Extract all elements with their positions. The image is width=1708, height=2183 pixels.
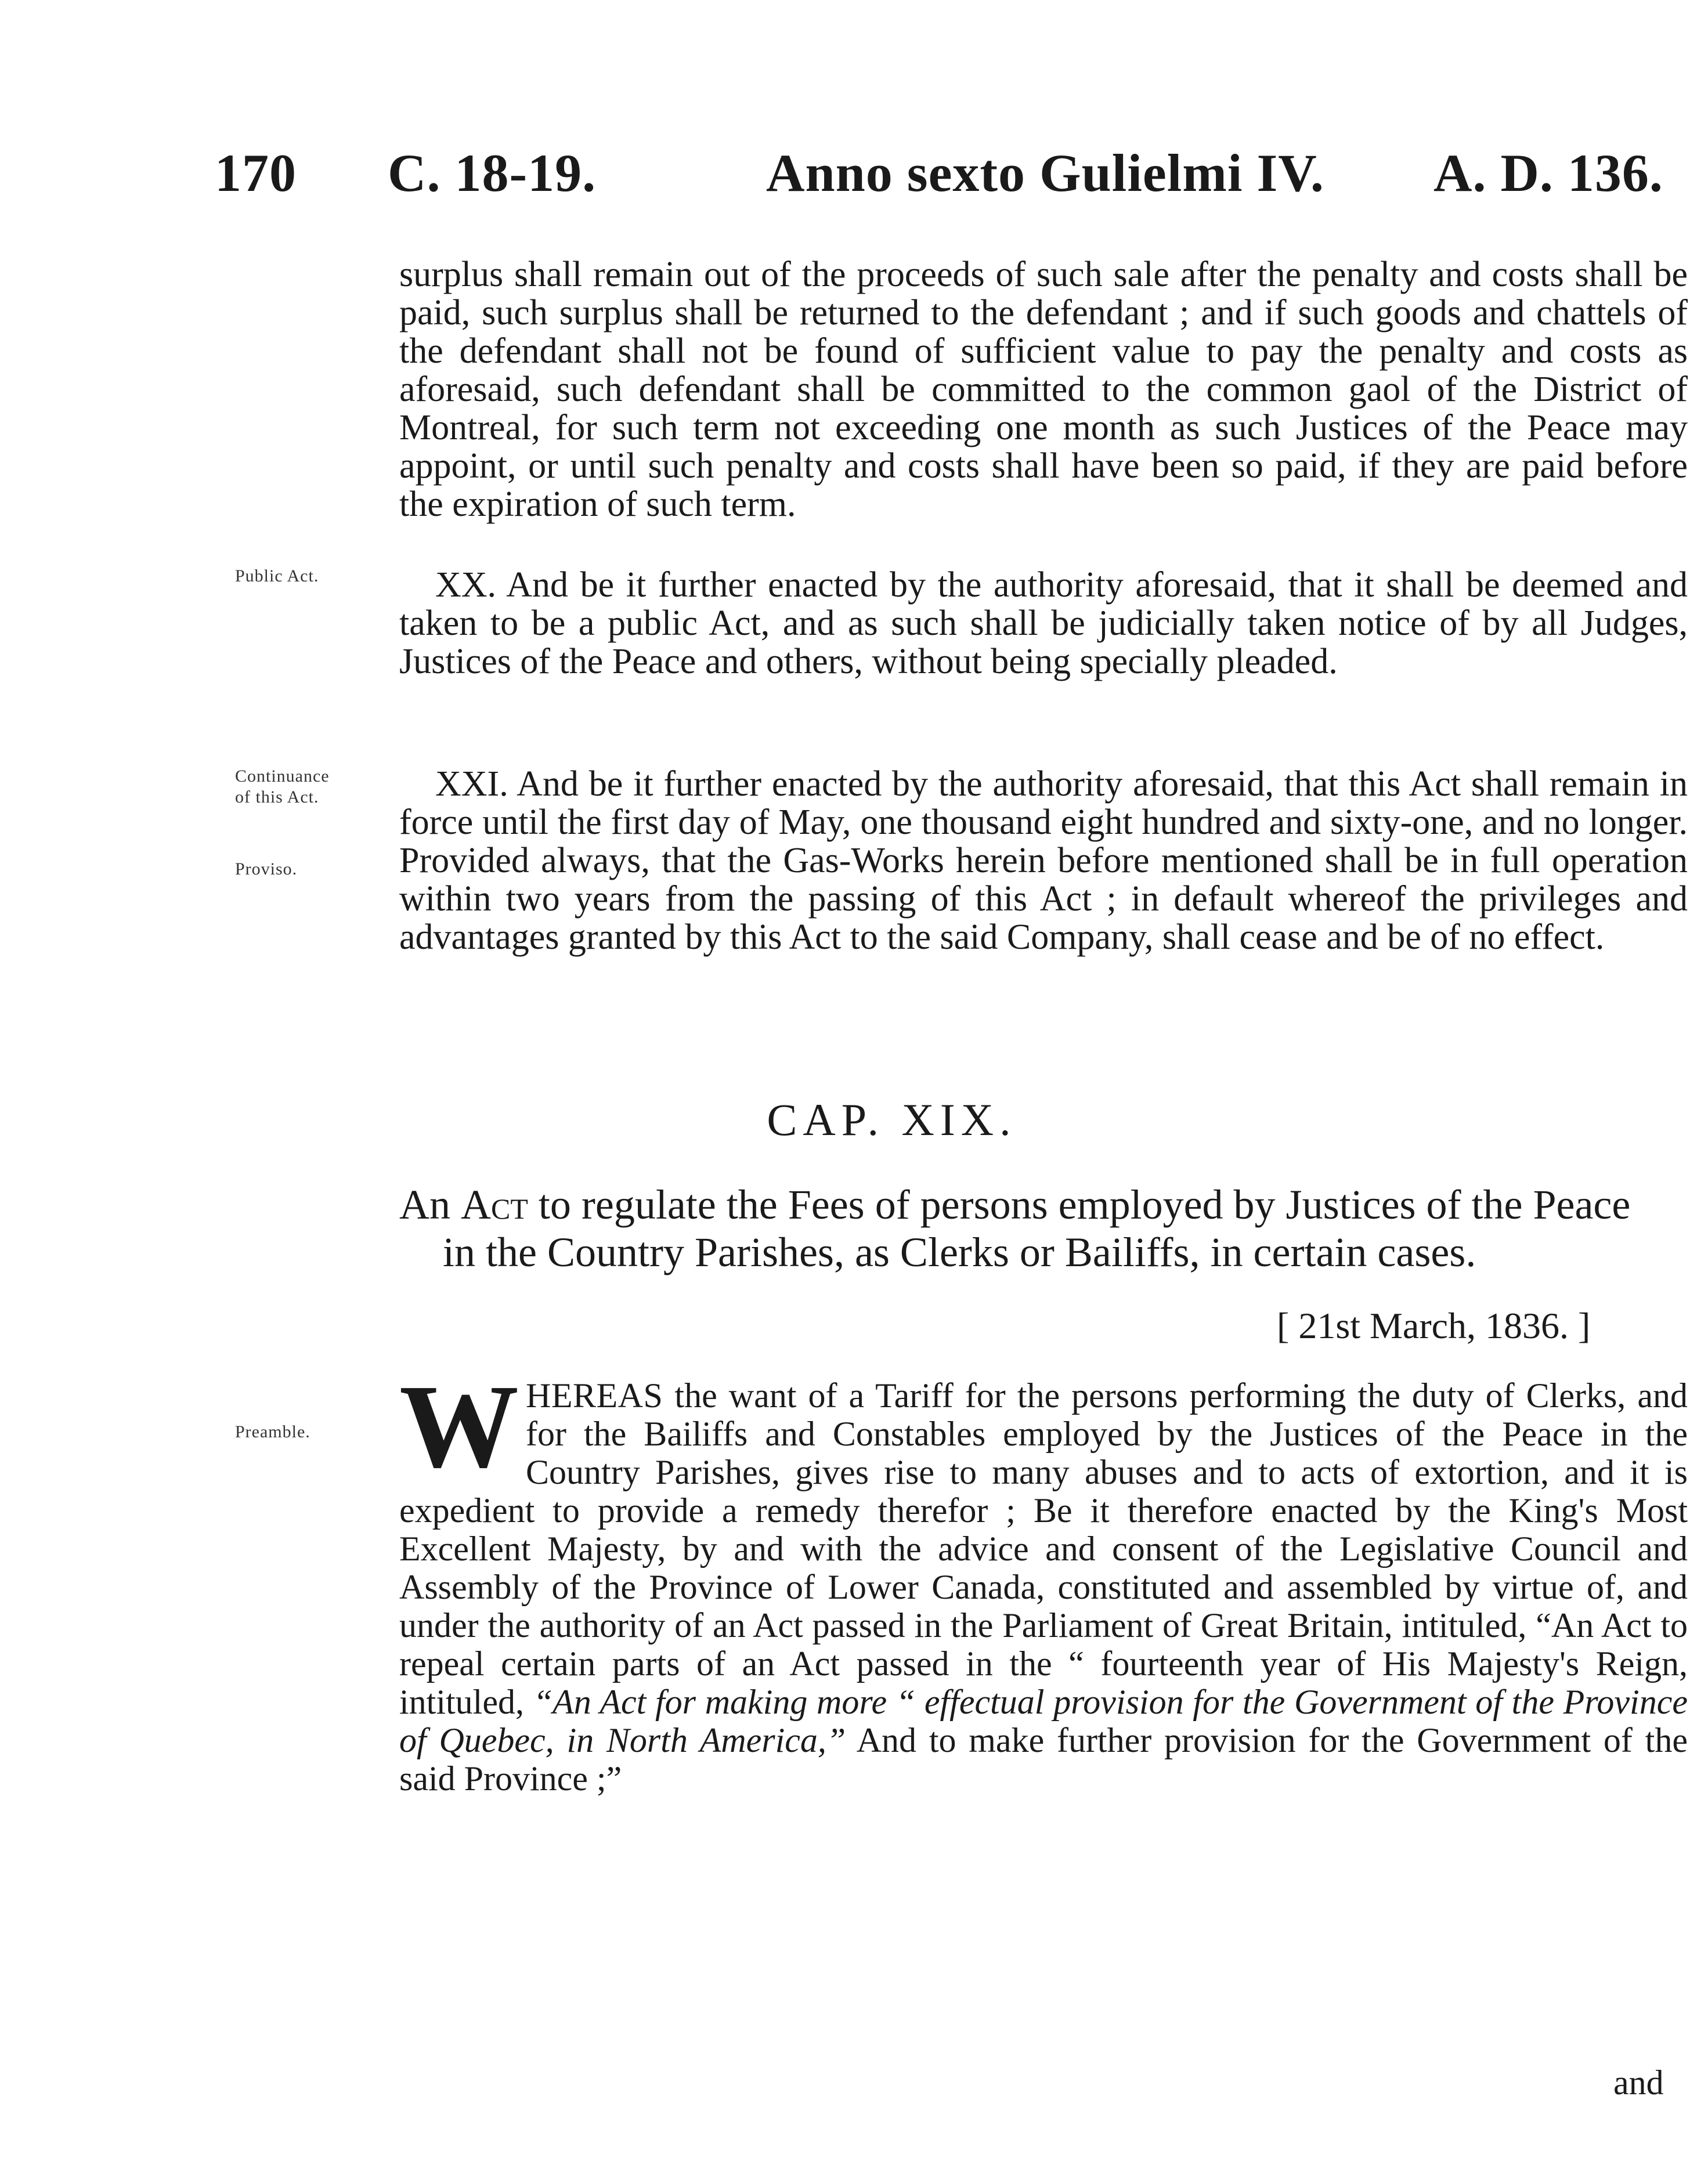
preamble-paragraph <box>399 1360 1688 1798</box>
margin-note-proviso: Proviso. <box>235 859 298 879</box>
act-title-act: Act <box>461 1181 528 1228</box>
preamble-text: the want of a Tariff for the persons performing the duty of Clerks, and for the Bailiffs and Constables employed by the Justices of the Peace in the Country Parishes, gives rise to many abuses and to acts of extortion, and it is expedient to provide a remedy therefor ; Be it therefore enacted by the King's Most Excellent Majesty, by and with the advice and consent of the Legislative Council and Assembly of the Province of Lower Canada, constituted and assembled by virtue of, and under the authority of an Act passed in the Parliament of Great Britain, intituled, “An Act to repeal certain parts of an Act passed in the “ fourteenth year of His Majesty's Reign, intituled, <box>399 1376 1688 1721</box>
chapter-reference: C. 18-19. <box>388 143 597 203</box>
year-reference: A. D. 136. <box>1433 143 1663 203</box>
paragraph-continuation: surplus shall remain out of the proceeds of such sale after the penalty and costs shall be paid, such surplus shall be returned to the defendant ; and if such goods and chattels of the defendant shall not be found of sufficient value to pay the penalty and costs as aforesaid, such defendant shall be committed to the common gaol of the District of Montreal, for such term not exceeding one month as such Justices of the Peace may appoint, or until such penalty and costs shall have been so paid, if they are paid before the expiration of such term. <box>399 255 1688 524</box>
act-title-an: An <box>399 1181 450 1228</box>
act-title <box>399 1181 1688 1276</box>
section-xx <box>399 566 1688 681</box>
margin-note-line: Continuance <box>235 767 330 786</box>
act-title-line2: in the Country Parishes, as Clerks or Bailiffs, in certain cases. <box>443 1229 1476 1275</box>
page-number: 170 <box>215 143 297 203</box>
act-title-line1: to regulate the Fees of persons employed by Justices of the Peace <box>538 1181 1631 1228</box>
margin-note-preamble: Preamble. <box>235 1422 310 1441</box>
margin-note-public-act: Public Act. <box>235 566 319 585</box>
assent-date: [ 21st March, 1836. ] <box>1277 1305 1591 1346</box>
chapter-heading: CAP. XIX. <box>767 1094 1017 1145</box>
section-number: XX. <box>435 565 497 605</box>
section-xxi <box>399 765 1688 956</box>
section-text: And be it further enacted by the authority aforesaid, that this Act shall remain in force until the first day of May, one thousand eight hundred and sixty-one, and no longer. Provided always, that the Gas-Works herein before mentioned shall be in full operation within two years from the passing of this Act ; in default whereof the privileges and advantages granted by this Act to the said Company, shall cease and be of no effect. <box>399 764 1688 957</box>
preamble-first-word: HEREAS <box>526 1376 663 1415</box>
preamble-italic-title: “An Act for making more “ effectual provision for the Government of the Province of Quebec, in North America,” <box>399 1683 1688 1759</box>
margin-note-continuance <box>235 766 374 808</box>
preamble-tail: And to make further provision for the Government of the said Province ;” <box>399 1721 1688 1798</box>
margin-note-line: of this Act. <box>235 787 319 807</box>
section-number: XXI. <box>435 764 508 804</box>
running-title: Anno sexto Gulielmi IV. <box>766 143 1324 203</box>
section-text: And be it further enacted by the authority aforesaid, that it shall be deemed and taken to be a public Act, and as such shall be judicially taken notice of by all Judges, Justices of the Peace and others, without being specially pleaded. <box>399 565 1688 681</box>
catchword: and <box>1613 2063 1664 2102</box>
drop-capital: W <box>399 1360 519 1492</box>
